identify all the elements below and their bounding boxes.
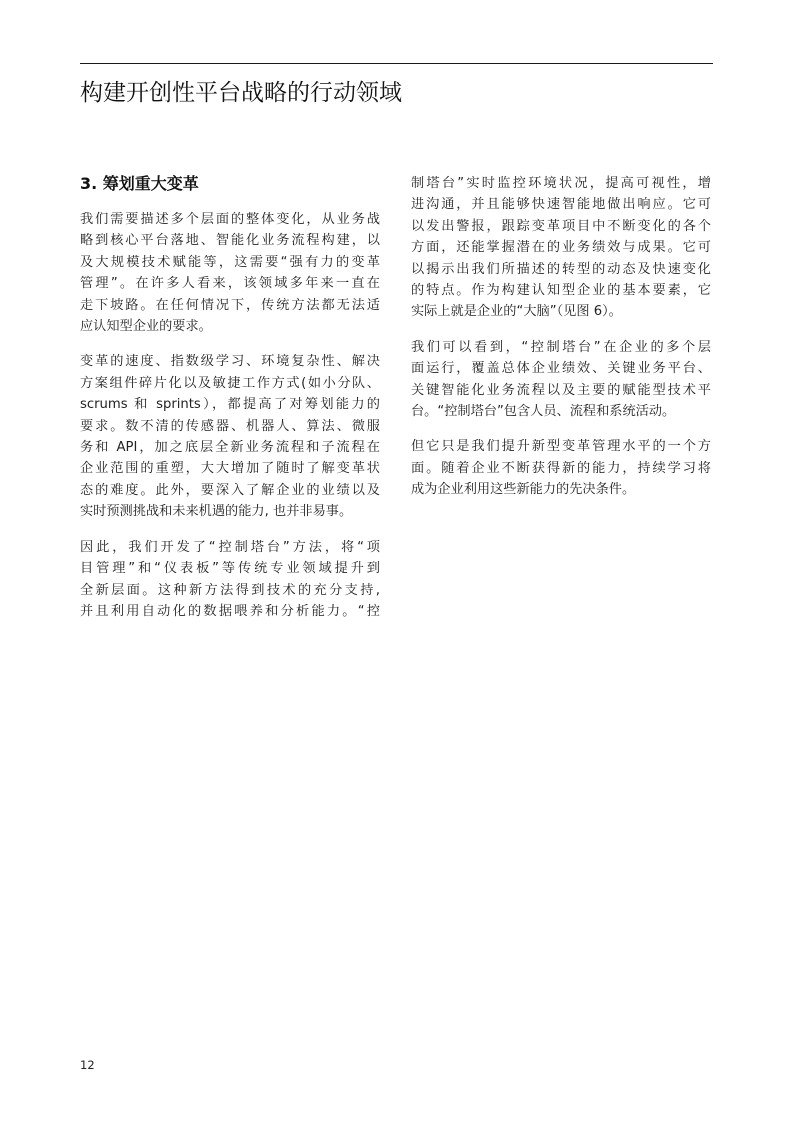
right-column [411,173,711,515]
text-line: 要求。数不清的传感器、机器人、算法、微服 [80,418,380,434]
paragraph [80,209,380,337]
text-line: 态的难度。此外，要深入了解企业的业绩以及 [80,482,380,498]
text-line: 的特点。作为构建认知型企业的基本要素，它 [411,283,711,299]
text-line: 关键智能化业务流程以及主要的赋能型技术平 [411,382,711,398]
text-line: 管理”。在许多人看来，该领域多年来一直在 [80,276,380,292]
text-line: 方面，还能掌握潜在的业务绩效与成果。它可 [411,240,711,256]
paragraph [80,537,380,623]
text-line: 进沟通，并且能够快速智能地做出响应。它可 [411,197,711,213]
text-line: 面运行，覆盖总体企业绩效、关键业务平台、 [411,361,711,377]
text-line: 制塔台”实时监控环境状况，提高可视性，增 [411,176,711,191]
text-line: 全新层面。这种新方法得到技术的充分支持, [80,582,380,598]
paragraph [411,436,711,500]
top-rule [80,63,713,64]
text-line: scrums 和 sprints），都提高了对筹划能力的 [80,397,380,413]
text-line: 以发出警报，跟踪变革项目中不断变化的各个 [411,218,711,234]
text-line: 因此，我们开发了“控制塔台”方法，将“项 [80,539,380,555]
text-line: 走下坡路。在任何情况下，传统方法都无法适 [80,297,380,313]
text-line: 但它只是我们提升新型变革管理水平的一个方 [411,439,711,455]
text-line: 面。随着企业不断获得新的能力，持续学习将 [411,460,711,476]
text-line: 实际上就是企业的“大脑”（见图 6）。 [411,304,622,320]
text-line: 我们可以看到，“控制塔台”在企业的多个层 [411,339,711,355]
text-line: 并且利用自动化的数据喂养和分析能力。“控 [80,603,380,619]
paragraph [80,351,380,522]
page-title: 构建开创性平台战略的行动领域 [80,80,402,106]
text-line: 略到核心平台落地、智能化业务流程构建，以 [80,233,380,249]
text-line: 务和 API，加之底层全新业务流程和子流程在 [80,440,380,456]
text-line: 及大规模技术赋能等，这需要“强有力的变革 [80,254,380,270]
text-line: 企业范围的重塑，大大增加了随时了解变革状 [80,461,380,477]
text-line: 目管理”和“仪表板”等传统专业领域提升到 [80,561,380,577]
left-column [80,172,380,636]
section-heading: 3. 筹划重大变革 [80,174,199,193]
text-line: 实时预测挑战和未来机遇的能力, 也并非易事。 [80,504,353,520]
text-line: 应认知型企业的要求。 [80,319,212,335]
paragraph [411,337,711,423]
text-line: 以揭示出我们所描述的转型的动态及快速变化 [411,261,711,277]
page-number: 12 [80,1058,95,1072]
text-line: 变革的速度、指数级学习、环境复杂性、解决 [80,354,380,370]
paragraph [411,173,711,323]
text-line: 成为企业利用这些新能力的先决条件。 [411,482,636,498]
text-line: 台。“控制塔台”包含人员、流程和系统活动。 [411,404,676,420]
text-line: 我们需要描述多个层面的整体变化，从业务战 [80,212,380,227]
text-line: 方案组件碎片化以及敏捷工作方式(如小分队、 [80,375,380,391]
